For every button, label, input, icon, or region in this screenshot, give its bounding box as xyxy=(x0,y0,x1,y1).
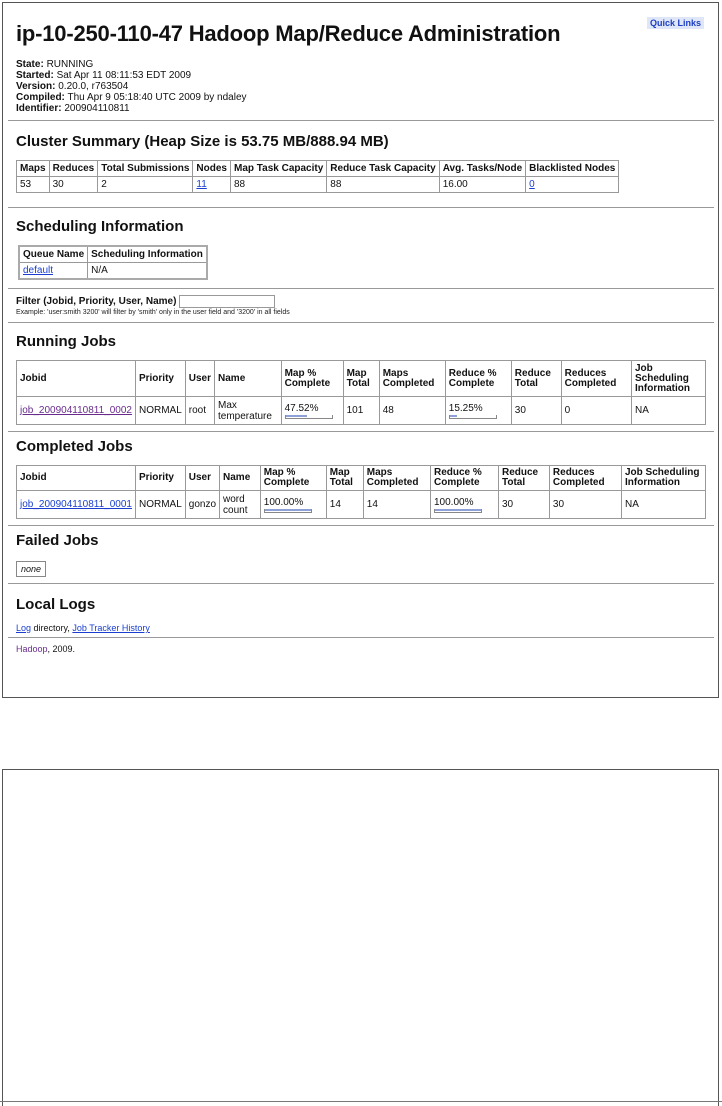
divider xyxy=(8,322,714,323)
col-priority: Priority xyxy=(135,361,185,397)
map-total-value: 14 xyxy=(326,491,363,519)
scheduling-info-value: N/A xyxy=(88,263,207,280)
col-map-pct: Map % Complete xyxy=(281,361,343,397)
map-pct-cell xyxy=(281,397,343,425)
avg-tasks-node-value: 16.00 xyxy=(439,177,525,193)
name-value: word count xyxy=(220,491,261,519)
bottom-divider xyxy=(0,1101,722,1102)
started-value: Sat Apr 11 08:11:53 EDT 2009 xyxy=(56,70,192,81)
table-row xyxy=(17,177,619,193)
maps-completed-value: 48 xyxy=(379,397,445,425)
col-map-total: Map Total xyxy=(343,361,379,397)
cluster-summary-table xyxy=(16,160,619,193)
jobid-cell xyxy=(17,397,136,425)
reduce-progress-bar xyxy=(434,509,482,513)
compiled-label: Compiled: xyxy=(16,92,65,103)
version-label: Version: xyxy=(16,81,56,92)
sched-info-value: NA xyxy=(622,491,706,519)
col-priority: Priority xyxy=(135,466,185,491)
reduce-progress-fill xyxy=(450,415,457,417)
table-row xyxy=(17,491,706,519)
reduces-completed-value: 30 xyxy=(549,491,621,519)
col-reduce-task-capacity: Reduce Task Capacity xyxy=(327,161,439,177)
col-maps: Maps xyxy=(17,161,50,177)
footer xyxy=(16,644,706,654)
col-jobid: Jobid xyxy=(17,466,136,491)
col-jobid: Jobid xyxy=(17,361,136,397)
col-job-scheduling-info: Job Scheduling Information xyxy=(632,361,706,397)
reduce-task-capacity-value: 88 xyxy=(327,177,439,193)
hadoop-link[interactable]: Hadoop xyxy=(16,644,48,654)
completed-jobs-table xyxy=(16,465,706,519)
failed-jobs-heading: Failed Jobs xyxy=(16,532,99,549)
col-maps-completed: Maps Completed xyxy=(379,361,445,397)
quick-links-link[interactable]: Quick Links xyxy=(647,17,704,29)
filter-label: Filter (Jobid, Priority, User, Name) xyxy=(16,296,177,307)
map-progress-fill xyxy=(265,509,311,511)
page-content xyxy=(16,17,706,654)
divider xyxy=(8,431,714,432)
divider xyxy=(8,637,714,638)
maps-value: 53 xyxy=(17,177,50,193)
local-logs-heading: Local Logs xyxy=(16,596,96,613)
map-pct-cell xyxy=(260,491,326,519)
sched-info-value: NA xyxy=(632,397,706,425)
col-maps-completed: Maps Completed xyxy=(363,466,430,491)
scheduling-heading: Scheduling Information xyxy=(16,218,184,235)
queue-default-link[interactable]: default xyxy=(23,265,54,276)
table-row xyxy=(17,397,706,425)
col-avg-tasks-node: Avg. Tasks/Node xyxy=(439,161,525,177)
running-jobs-heading: Running Jobs xyxy=(16,333,116,350)
filter-example: Example: 'user:smith 3200' will filter by 'smith' only in the user field and '3200' in all fields xyxy=(16,309,290,316)
name-value: Max temperature xyxy=(215,397,282,425)
maps-completed-value: 14 xyxy=(363,491,430,519)
table-header-row xyxy=(17,466,706,491)
reduces-value: 30 xyxy=(49,177,98,193)
col-user: User xyxy=(185,466,219,491)
cluster-summary-heading: Cluster Summary (Heap Size is 53.75 MB/888.94 MB) xyxy=(16,133,389,150)
divider xyxy=(8,525,714,526)
filter-row xyxy=(16,295,706,308)
divider xyxy=(8,207,714,208)
filter-input[interactable] xyxy=(179,295,275,308)
divider xyxy=(8,583,714,584)
col-map-pct: Map % Complete xyxy=(260,466,326,491)
col-reduces: Reduces xyxy=(49,161,98,177)
map-task-capacity-value: 88 xyxy=(230,177,326,193)
col-reduce-pct: Reduce % Complete xyxy=(445,361,511,397)
version-value: 0.20.0, r763504 xyxy=(58,81,129,92)
col-reduce-pct: Reduce % Complete xyxy=(430,466,498,491)
table-row xyxy=(19,263,207,280)
reduce-pct-value: 15.25% xyxy=(448,402,483,414)
col-map-task-capacity: Map Task Capacity xyxy=(230,161,326,177)
map-progress-bar xyxy=(264,509,312,513)
divider xyxy=(8,120,714,121)
queue-cell xyxy=(19,263,88,280)
state-label: State: xyxy=(16,59,44,70)
col-reduces-completed: Reduces Completed xyxy=(561,361,631,397)
main-panel xyxy=(2,2,719,698)
scheduling-table xyxy=(18,245,208,280)
user-value: root xyxy=(185,397,214,425)
completed-jobid-link[interactable]: job_200904110811_0001 xyxy=(20,499,132,510)
state-value: RUNNING xyxy=(46,59,94,70)
col-reduce-total: Reduce Total xyxy=(511,361,561,397)
reduce-pct-cell xyxy=(445,397,511,425)
col-blacklisted-nodes: Blacklisted Nodes xyxy=(526,161,619,177)
col-reduce-total: Reduce Total xyxy=(498,466,549,491)
table-header-row xyxy=(17,361,706,397)
reduce-total-value: 30 xyxy=(511,397,561,425)
log-directory-link[interactable]: Log xyxy=(16,623,32,633)
job-tracker-history-link[interactable]: Job Tracker History xyxy=(72,623,150,633)
col-job-scheduling-info: Job Scheduling Information xyxy=(622,466,706,491)
col-nodes: Nodes xyxy=(193,161,231,177)
table-header-row xyxy=(19,246,207,263)
priority-value: NORMAL xyxy=(135,491,185,519)
col-name: Name xyxy=(220,466,261,491)
col-queue-name: Queue Name xyxy=(19,246,88,263)
reduce-total-value: 30 xyxy=(498,491,549,519)
nodes-cell xyxy=(193,177,231,193)
started-label: Started: xyxy=(16,70,54,81)
compiled-value: Thu Apr 9 05:18:40 UTC 2009 by ndaley xyxy=(67,92,247,103)
log-directory-text: directory, xyxy=(31,623,73,633)
col-user: User xyxy=(185,361,214,397)
priority-value: NORMAL xyxy=(135,397,185,425)
footer-year: , 2009. xyxy=(47,644,76,654)
col-total-submissions: Total Submissions xyxy=(98,161,193,177)
reduce-progress-bar xyxy=(449,415,497,419)
divider xyxy=(8,288,714,289)
jobid-cell xyxy=(17,491,136,519)
blacklisted-cell xyxy=(526,177,619,193)
table-header-row xyxy=(17,161,619,177)
reduce-pct-value: 100.00% xyxy=(433,496,474,508)
local-logs-line xyxy=(16,623,706,633)
identifier-value: 200904110811 xyxy=(64,103,130,114)
map-pct-value: 47.52% xyxy=(284,402,319,414)
reduce-progress-fill xyxy=(435,509,481,511)
map-progress-bar xyxy=(285,415,333,419)
reduce-pct-cell xyxy=(430,491,498,519)
secondary-panel xyxy=(2,769,719,1106)
running-jobs-table xyxy=(16,360,706,425)
map-total-value: 101 xyxy=(343,397,379,425)
failed-jobs-none: none xyxy=(16,561,46,577)
tracker-info xyxy=(16,59,706,114)
running-jobid-link[interactable]: job_200904110811_0002 xyxy=(20,405,132,416)
completed-jobs-heading: Completed Jobs xyxy=(16,438,133,455)
reduces-completed-value: 0 xyxy=(561,397,631,425)
nodes-link[interactable]: 11 xyxy=(196,179,207,190)
identifier-label: Identifier: xyxy=(16,103,62,114)
col-map-total: Map Total xyxy=(326,466,363,491)
user-value: gonzo xyxy=(185,491,219,519)
col-name: Name xyxy=(215,361,282,397)
col-scheduling-information: Scheduling Information xyxy=(88,246,207,263)
blacklisted-nodes-link[interactable]: 0 xyxy=(529,179,535,190)
col-reduces-completed: Reduces Completed xyxy=(549,466,621,491)
page-title: ip-10-250-110-47 Hadoop Map/Reduce Administration xyxy=(16,21,561,46)
map-progress-fill xyxy=(286,415,308,417)
total-submissions-value: 2 xyxy=(98,177,193,193)
map-pct-value: 100.00% xyxy=(263,496,304,508)
